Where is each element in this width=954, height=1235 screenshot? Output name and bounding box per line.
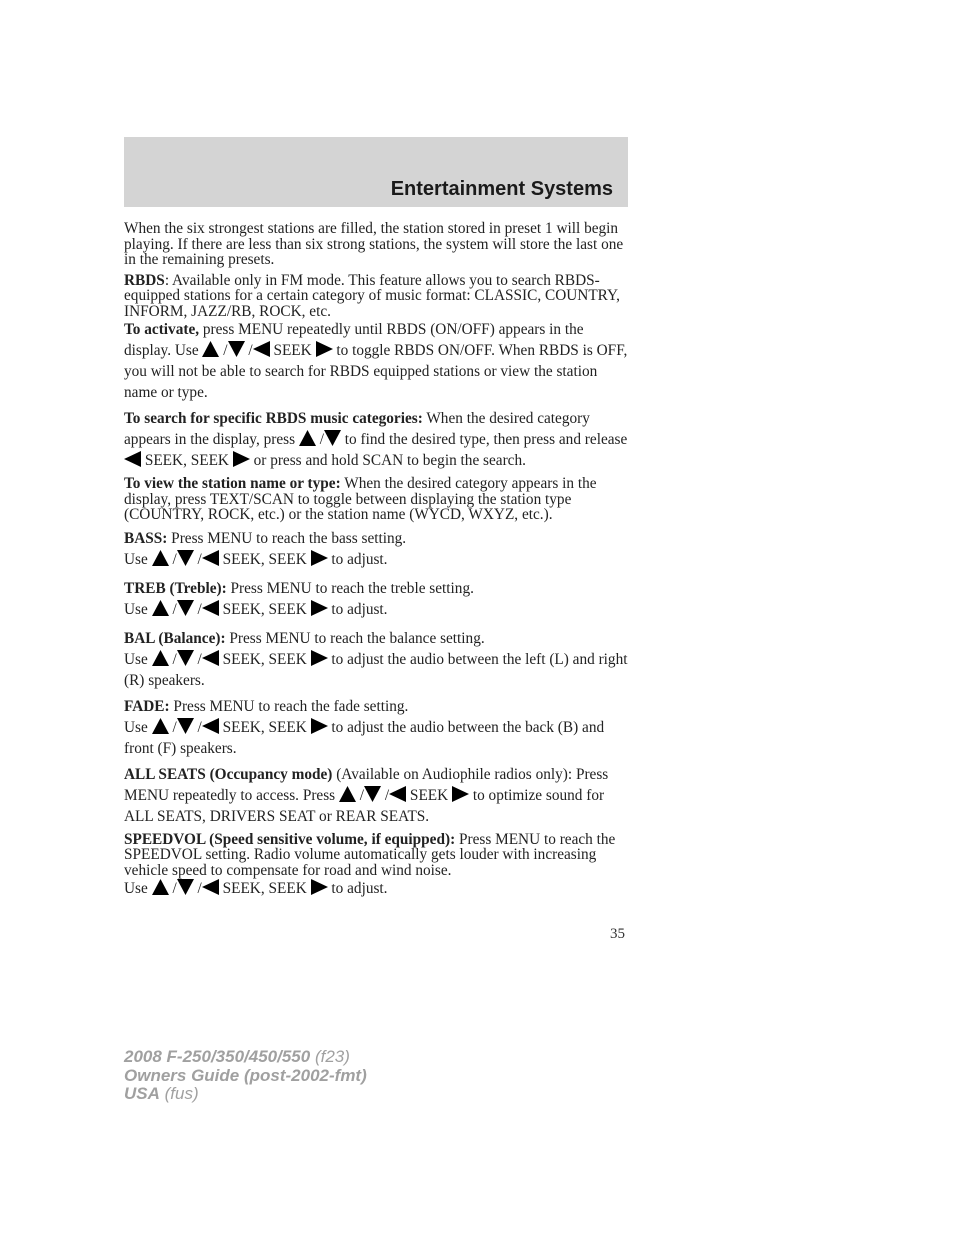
up-arrow-icon bbox=[152, 550, 169, 566]
paragraph-presets: When the six strongest stations are filled, the station stored in preset 1 will begin playing. If there are less than six strong stations, the system will store the last one in the remaining presets. bbox=[124, 220, 624, 268]
down-arrow-icon bbox=[364, 786, 381, 802]
right-arrow-icon bbox=[311, 600, 328, 616]
right-arrow-icon bbox=[452, 786, 469, 802]
up-arrow-icon bbox=[152, 600, 169, 616]
right-arrow-icon bbox=[311, 650, 328, 666]
down-arrow-icon bbox=[177, 879, 194, 895]
down-arrow-icon bbox=[177, 650, 194, 666]
down-arrow-icon bbox=[177, 718, 194, 734]
paragraph-allseats: ALL SEATS (Occupancy mode) (Available on Audiophile radios only): Press MENU repeatedly to access. Press / / SEEK to optimize sound for ALL SEATS, DRIVERS SEAT or REAR SEATS. bbox=[124, 765, 609, 825]
term-allseats: ALL SEATS (Occupancy mode) bbox=[124, 765, 333, 783]
down-arrow-icon bbox=[324, 430, 341, 446]
term-rbds: RBDS bbox=[124, 271, 165, 289]
term-view: To view the station name or type: bbox=[124, 475, 341, 492]
right-arrow-icon bbox=[233, 451, 250, 467]
left-arrow-icon bbox=[202, 550, 219, 566]
footer-line-region: USA (fus) bbox=[124, 1084, 199, 1103]
term-search: To search for specific RBDS music categories: bbox=[124, 410, 423, 427]
right-arrow-icon bbox=[316, 341, 333, 357]
page-number: 35 bbox=[610, 926, 625, 942]
paragraph-rbds: RBDS: Available only in FM mode. This feature allows you to search RBDS-equipped stations for a certain category of music format: CLASSIC, COUNTRY, INFORM, JAZZ/RB, ROCK, etc. bbox=[124, 271, 620, 320]
left-arrow-icon bbox=[202, 879, 219, 895]
paragraph-speedvol-use: Use / / SEEK, SEEK to adjust. bbox=[124, 880, 388, 897]
term-bass: BASS: bbox=[124, 529, 168, 547]
up-arrow-icon bbox=[152, 718, 169, 734]
down-arrow-icon bbox=[177, 600, 194, 616]
left-arrow-icon bbox=[124, 451, 141, 467]
right-arrow-icon bbox=[311, 718, 328, 734]
down-arrow-icon bbox=[177, 550, 194, 566]
paragraph-activate: To activate, press MENU repeatedly until RBDS (ON/OFF) appears in the display. Use / / SEEK to toggle RBDS ON/OFF. When RBDS is OFF, you will not be able to search for RBDS equipped stations or view the station name or type. bbox=[124, 321, 628, 401]
footer-line-guide: Owners Guide (post-2002-fmt) bbox=[124, 1065, 367, 1085]
term-fade: FADE: bbox=[124, 697, 170, 715]
paragraph-bal: BAL (Balance): Press MENU to reach the balance setting. Use / / SEEK, SEEK to adjust the audio between the left (L) and right (R) speakers. bbox=[124, 629, 628, 689]
paragraph-bass: BASS: Press MENU to reach the bass setting. Use / / SEEK, SEEK to adjust. bbox=[124, 529, 407, 568]
document-footer bbox=[124, 1048, 367, 1104]
up-arrow-icon bbox=[152, 650, 169, 666]
up-arrow-icon bbox=[152, 879, 169, 895]
section-title: Entertainment Systems bbox=[390, 178, 613, 200]
paragraph-treb: TREB (Treble): Press MENU to reach the treble setting. Use / / SEEK, SEEK to adjust. bbox=[124, 579, 474, 618]
paragraph-view: To view the station name or type: When the desired category appears in the display, press TEXT/SCAN to toggle between displaying the station type (COUNTRY, ROCK, etc.) or the station name (WYCD, WXYZ, etc.). bbox=[124, 475, 597, 523]
section-header bbox=[124, 137, 628, 207]
left-arrow-icon bbox=[389, 786, 406, 802]
term-treb: TREB (Treble): bbox=[124, 579, 227, 597]
left-arrow-icon bbox=[202, 650, 219, 666]
footer-line-model: 2008 F-250/350/450/550 (f23) bbox=[124, 1047, 350, 1066]
left-arrow-icon bbox=[202, 718, 219, 734]
paragraph-fade: FADE: Press MENU to reach the fade setting. Use / / SEEK, SEEK to adjust the audio between the back (B) and front (F) speakers. bbox=[124, 697, 605, 757]
up-arrow-icon bbox=[339, 786, 356, 802]
paragraph-speedvol: SPEEDVOL (Speed sensitive volume, if equipped): Press MENU to reach the SPEEDVOL setting. Radio volume automatically gets louder with increasing vehicle speed to compensate for road and wind noise. bbox=[124, 830, 616, 879]
term-speedvol: SPEEDVOL (Speed sensitive volume, if equipped): bbox=[124, 830, 456, 848]
term-bal: BAL (Balance): bbox=[124, 629, 226, 647]
up-arrow-icon bbox=[299, 430, 316, 446]
left-arrow-icon bbox=[202, 600, 219, 616]
paragraph-search: To search for specific RBDS music categories: When the desired category appears in the display, press / to find the desired type, then press and release SEEK, SEEK or press and hold SCAN to begin the search. bbox=[124, 410, 628, 469]
up-arrow-icon bbox=[202, 341, 219, 357]
left-arrow-icon bbox=[253, 341, 270, 357]
down-arrow-icon bbox=[228, 341, 245, 357]
term-activate: To activate, bbox=[124, 321, 200, 338]
right-arrow-icon bbox=[311, 879, 328, 895]
right-arrow-icon bbox=[311, 550, 328, 566]
page-body bbox=[124, 221, 630, 904]
